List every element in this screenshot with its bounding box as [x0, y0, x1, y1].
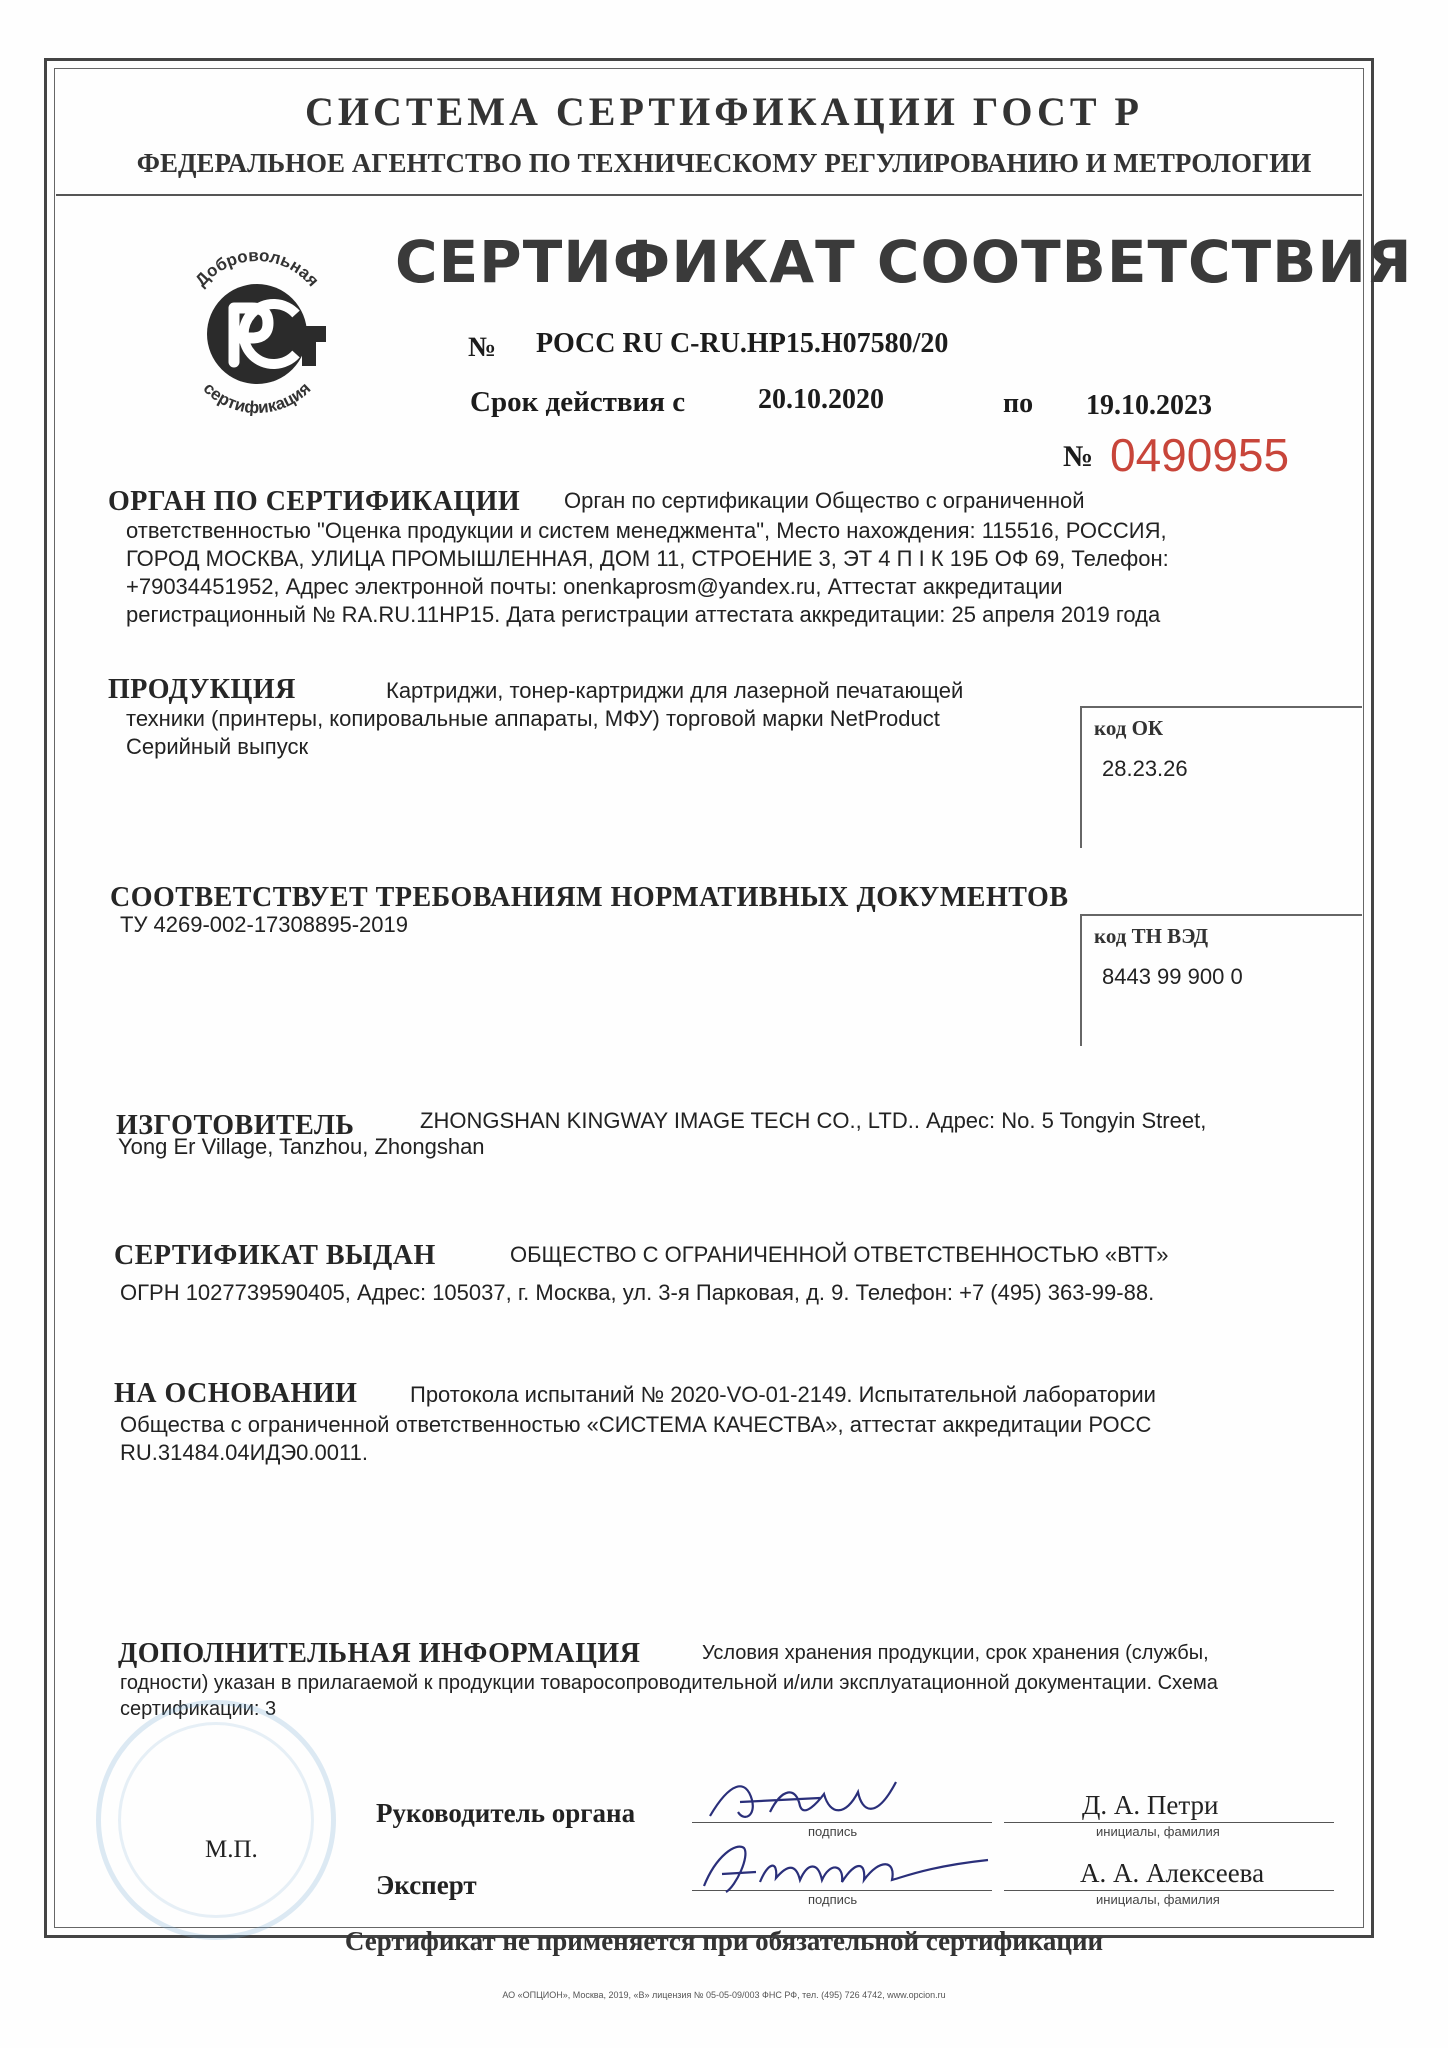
- product-heading: ПРОДУКЦИЯ: [108, 674, 296, 705]
- additional-line: годности) указан в прилагаемой к продукции товаросопроводительной и/или эксплуатационной документации. Схема: [120, 1672, 1218, 1694]
- conformity-line: ТУ 4269-002-17308895-2019: [120, 912, 408, 937]
- expert-name-line: [1004, 1890, 1334, 1891]
- additional-heading: ДОПОЛНИТЕЛЬНАЯ ИНФОРМАЦИЯ: [118, 1638, 641, 1669]
- expert-label: Эксперт: [376, 1870, 477, 1900]
- ok-code-box: [1080, 706, 1362, 848]
- additional-line: сертификации: 3: [120, 1698, 277, 1720]
- conformity-heading: СООТВЕТСТВУЕТ ТРЕБОВАНИЯМ НОРМАТИВНЫХ ДОКУМЕНТОВ: [110, 882, 1069, 913]
- logo-t-stem: [302, 326, 316, 366]
- svg-text:сертификация: [200, 379, 315, 416]
- logo-bottom-text: сертификация: [199, 378, 315, 416]
- tnved-code-label: код ТН ВЭД: [1094, 924, 1209, 948]
- head-initials-caption: инициалы, фамилия: [1096, 1824, 1220, 1839]
- issued-line: ОГРН 1027739590405, Адрес: 105037, г. Москва, ул. 3-я Парковая, д. 9. Телефон: +7 (495) 363-99-88.: [120, 1280, 1155, 1305]
- additional-line: Условия хранения продукции, срок хранения (службы,: [702, 1642, 1209, 1664]
- valid-from-date: 20.10.2020: [758, 384, 884, 415]
- organ-line: ответственностью "Оценка продукции и систем менеджмента", Место нахождения: 115516, РОССИЯ,: [126, 518, 1167, 543]
- product-line: Серийный выпуск: [126, 734, 309, 759]
- official-stamp-inner: [118, 1722, 314, 1918]
- manufacturer-line: Yong Er Village, Tanzhou, Zhongshan: [118, 1134, 485, 1159]
- validity-label: Срок действия с: [470, 386, 686, 418]
- certificate-title: СЕРТИФИКАТ СООТВЕТСТВИЯ: [395, 228, 1413, 296]
- issued-line: ОБЩЕСТВО С ОГРАНИЧЕННОЙ ОТВЕТСТВЕННОСТЬЮ «ВТТ»: [510, 1242, 1169, 1267]
- ok-code-value: 28.23.26: [1102, 756, 1188, 781]
- head-name-line: [1004, 1822, 1334, 1823]
- tnved-code-box: [1080, 914, 1362, 1046]
- logo-top-text: Добровольная: [191, 245, 323, 291]
- tnved-code-value: 8443 99 900 0: [1102, 964, 1243, 989]
- footer-note: Сертификат не применяется при обязательной сертификации: [344, 1926, 1104, 1956]
- basis-line: Протокола испытаний № 2020-VO-01-2149. Испытательной лаборатории: [410, 1382, 1156, 1407]
- basis-line: RU.31484.04ИДЭ0.0011.: [120, 1440, 368, 1465]
- organ-line: ГОРОД МОСКВА, УЛИЦА ПРОМЫШЛЕННАЯ, ДОМ 11, СТРОЕНИЕ 3, ЭТ 4 П I К 19Б ОФ 69, Телефон:: [126, 546, 1169, 571]
- basis-line: Общества с ограниченной ответственностью «СИСТЕМА КАЧЕСТВА», аттестат аккредитации РОСС: [120, 1412, 1152, 1437]
- issued-heading: СЕРТИФИКАТ ВЫДАН: [114, 1240, 436, 1271]
- serial-symbol: №: [1063, 440, 1094, 473]
- ok-code-label: код ОК: [1094, 716, 1164, 740]
- expert-signature-caption: подпись: [808, 1892, 858, 1907]
- expert-signature: [696, 1836, 996, 1900]
- organ-heading: ОРГАН ПО СЕРТИФИКАЦИИ: [108, 486, 521, 517]
- stamp-place-label: М.П.: [205, 1836, 258, 1863]
- valid-to-date: 19.10.2023: [1086, 390, 1212, 421]
- basis-heading: НА ОСНОВАНИИ: [114, 1378, 358, 1409]
- product-line: техники (принтеры, копировальные аппараты, МФУ) торговой марки NetProduct: [126, 706, 940, 731]
- manufacturer-heading: ИЗГОТОВИТЕЛЬ: [116, 1110, 355, 1141]
- agency-line: ФЕДЕРАЛЬНОЕ АГЕНТСТВО ПО ТЕХНИЧЕСКОМУ РЕГУЛИРОВАНИЮ И МЕТРОЛОГИИ: [136, 148, 1312, 178]
- svg-text:Добровольная: [191, 246, 322, 290]
- serial-number: 0490955: [1110, 429, 1290, 481]
- organ-line: регистрационный № RA.RU.11НР15. Дата регистрации аттестата аккредитации: 25 апреля 2019 года: [126, 602, 1161, 627]
- printer-imprint: АО «ОПЦИОН», Москва, 2019, «В» лицензия № 05-05-09/003 ФНС РФ, тел. (495) 726 4742, www.opcion.ru: [502, 1990, 946, 2000]
- expert-initials-caption: инициалы, фамилия: [1096, 1892, 1220, 1907]
- gost-r-logo: [168, 238, 346, 416]
- to-label: по: [1003, 388, 1034, 419]
- number-symbol: №: [468, 332, 497, 363]
- head-signature: [700, 1772, 910, 1832]
- expert-name: А. А. Алексеева: [1080, 1858, 1265, 1888]
- organ-line: +79034451952, Адрес электронной почты: onenkaprosm@yandex.ru, Аттестат аккредитации: [126, 574, 1063, 599]
- system-title: СИСТЕМА СЕРТИФИКАЦИИ ГОСТ Р: [305, 89, 1143, 134]
- head-signature-caption: подпись: [808, 1824, 858, 1839]
- head-name: Д. А. Петри: [1082, 1790, 1219, 1820]
- product-line: Картриджи, тонер-картриджи для лазерной печатающей: [386, 678, 964, 703]
- organ-line: Орган по сертификации Общество с ограниченной: [564, 488, 1085, 513]
- head-of-organ-label: Руководитель органа: [376, 1798, 636, 1828]
- header-divider: [56, 194, 1362, 196]
- certificate-number: РОСС RU C-RU.НР15.Н07580/20: [536, 328, 949, 359]
- manufacturer-line: ZHONGSHAN KINGWAY IMAGE TECH CO., LTD.. Адрес: No. 5 Tongyin Street,: [420, 1108, 1207, 1133]
